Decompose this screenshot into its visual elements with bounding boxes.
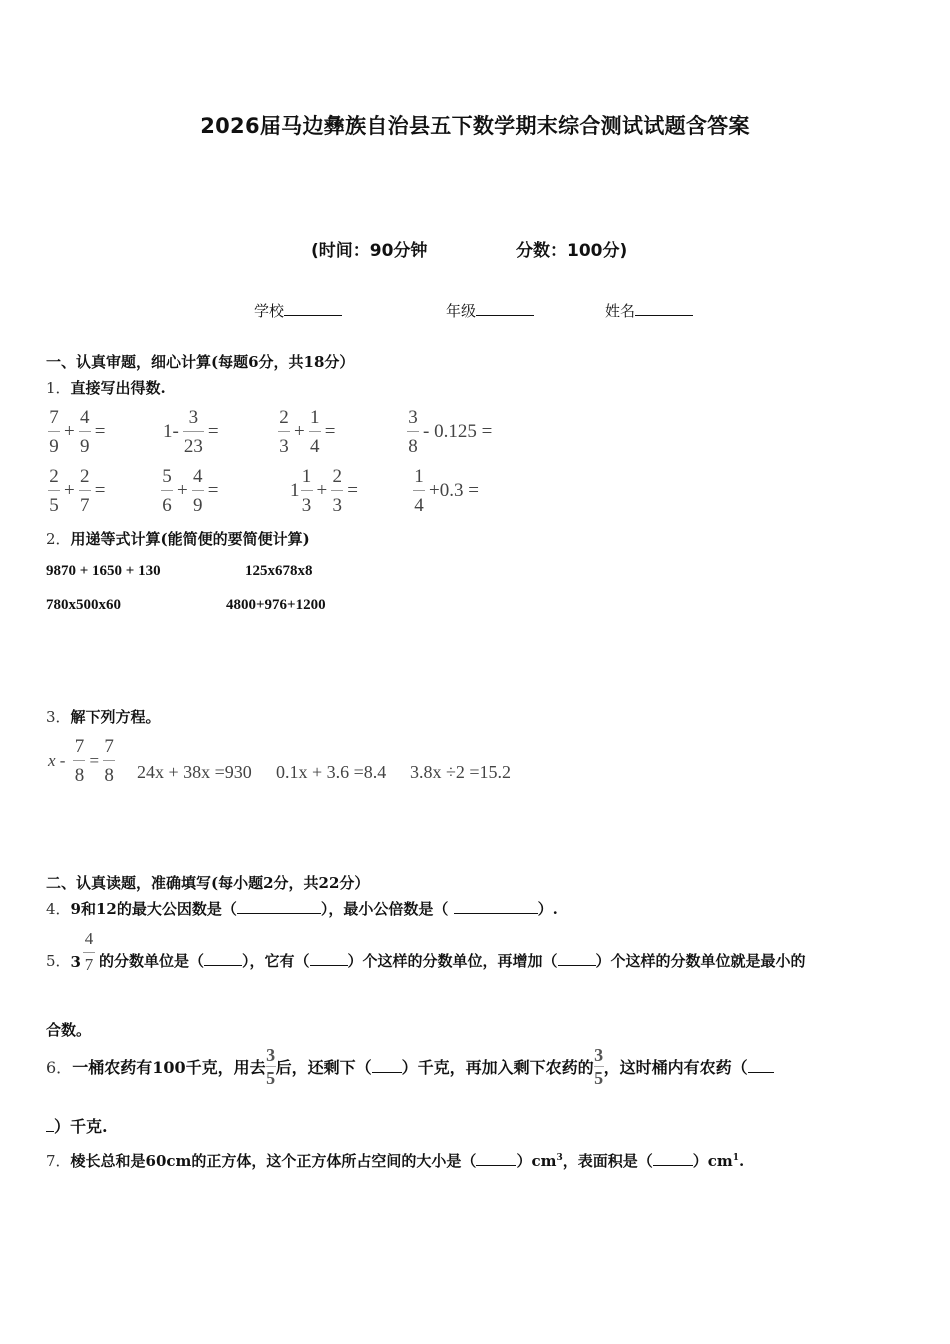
calc-item: $\frac{3}{8}$ - 0.125 = bbox=[408, 407, 493, 457]
calc-item: $\frac{2}{5}$ + $\frac{2}{7}$ = bbox=[49, 466, 106, 516]
question-number: 3． bbox=[46, 708, 71, 726]
question-4: 4．9和12的最大公因数是（ ），最小公倍数是（ ）. bbox=[46, 900, 558, 918]
answer-blank[interactable] bbox=[653, 1151, 693, 1166]
equation: x - $\frac{7}{8}$ = $\frac{7}{8}$ bbox=[48, 736, 114, 786]
question-6-continued: ）千克. bbox=[46, 1114, 108, 1137]
school-field[interactable] bbox=[254, 300, 342, 321]
answer-blank[interactable] bbox=[310, 951, 348, 966]
school-label: 学校 bbox=[254, 302, 285, 320]
question-5: 5． 3 $\frac{4}{7}$ 的分数单位是（ ），它有（ ）个这样的分数单位，再增加（ ）个这样的分数单位就是最小的 bbox=[46, 929, 806, 974]
answer-blank[interactable] bbox=[748, 1058, 774, 1073]
question-number: 2． bbox=[46, 530, 71, 548]
question-5-continued: 合数。 bbox=[46, 1021, 92, 1039]
question-3-prompt bbox=[46, 706, 161, 727]
calc-expression: 4800+976+1200 bbox=[226, 597, 326, 613]
calc-item: $\frac{1}{4}$ +0.3 = bbox=[414, 466, 479, 516]
section2-heading: 二、认真读题，准确填写(每小题2分，共22分） bbox=[46, 874, 370, 892]
fraction-three-fifths: 3 5 bbox=[594, 1045, 604, 1088]
question-7: 7．棱长总和是60cm的正方体，这个正方体所占空间的大小是（ ）$cm^3$，表面积是（ ）$cm^1$. bbox=[46, 1152, 745, 1170]
question-2-prompt bbox=[46, 528, 310, 549]
exam-score: 分数：100分) bbox=[516, 241, 628, 261]
answer-blank[interactable] bbox=[558, 951, 596, 966]
answer-blank[interactable] bbox=[204, 951, 242, 966]
name-label: 姓名 bbox=[605, 302, 636, 320]
grade-field[interactable] bbox=[446, 300, 534, 321]
document-title: 2026届马边彝族自治县五下数学期末综合测试试题含答案 bbox=[200, 114, 750, 138]
question-1-prompt bbox=[46, 377, 166, 398]
exam-time: (时间：90分钟 bbox=[311, 241, 428, 261]
question-text: 直接写出得数. bbox=[70, 379, 166, 397]
answer-blank[interactable] bbox=[476, 1151, 516, 1166]
calc-item: $\frac{5}{6}$ + $\frac{4}{9}$ = bbox=[162, 466, 219, 516]
calc-item: $\frac{7}{9}$ + $\frac{4}{9}$ = bbox=[49, 407, 106, 457]
fraction-three-fifths: 3 5 bbox=[266, 1045, 276, 1088]
equation: 3.8x ÷2 =15.2 bbox=[410, 762, 512, 782]
calc-expression: 9870 + 1650 + 130 bbox=[46, 563, 161, 579]
name-blank[interactable] bbox=[635, 301, 693, 316]
answer-blank[interactable] bbox=[237, 899, 321, 914]
school-blank[interactable] bbox=[284, 301, 342, 316]
equation: 24x + 38x =930 bbox=[137, 762, 252, 782]
equation: 0.1x + 3.6 =8.4 bbox=[276, 762, 387, 782]
calc-item: $\frac{2}{3}$ + $\frac{1}{4}$ = bbox=[279, 407, 336, 457]
question-text: 用递等式计算(能简便的要简便计算) bbox=[70, 530, 310, 548]
question-6: 6． 一桶农药有100千克，用去 3 5 后，还剩下（ ）千克，再加入剩下农药的 3 5 ，这时桶内有农药（ bbox=[46, 1046, 774, 1087]
question-text: 解下列方程。 bbox=[70, 708, 161, 726]
calc-item: 1 $\frac{1}{3}$ + $\frac{2}{3}$ = bbox=[290, 466, 358, 516]
answer-blank[interactable] bbox=[46, 1117, 54, 1132]
calc-expression: 780x500x60 bbox=[46, 597, 121, 613]
grade-blank[interactable] bbox=[476, 301, 534, 316]
answer-blank[interactable] bbox=[372, 1058, 402, 1073]
section1-heading: 一、认真审题，细心计算(每题6分，共18分） bbox=[46, 353, 355, 371]
calc-expression: 125x678x8 bbox=[245, 563, 313, 579]
name-field[interactable] bbox=[605, 300, 693, 321]
grade-label: 年级 bbox=[446, 302, 477, 320]
calc-item: 1- $\frac{3}{23}$ = bbox=[163, 407, 219, 457]
question-number: 1． bbox=[46, 379, 71, 397]
answer-blank[interactable] bbox=[454, 899, 538, 914]
